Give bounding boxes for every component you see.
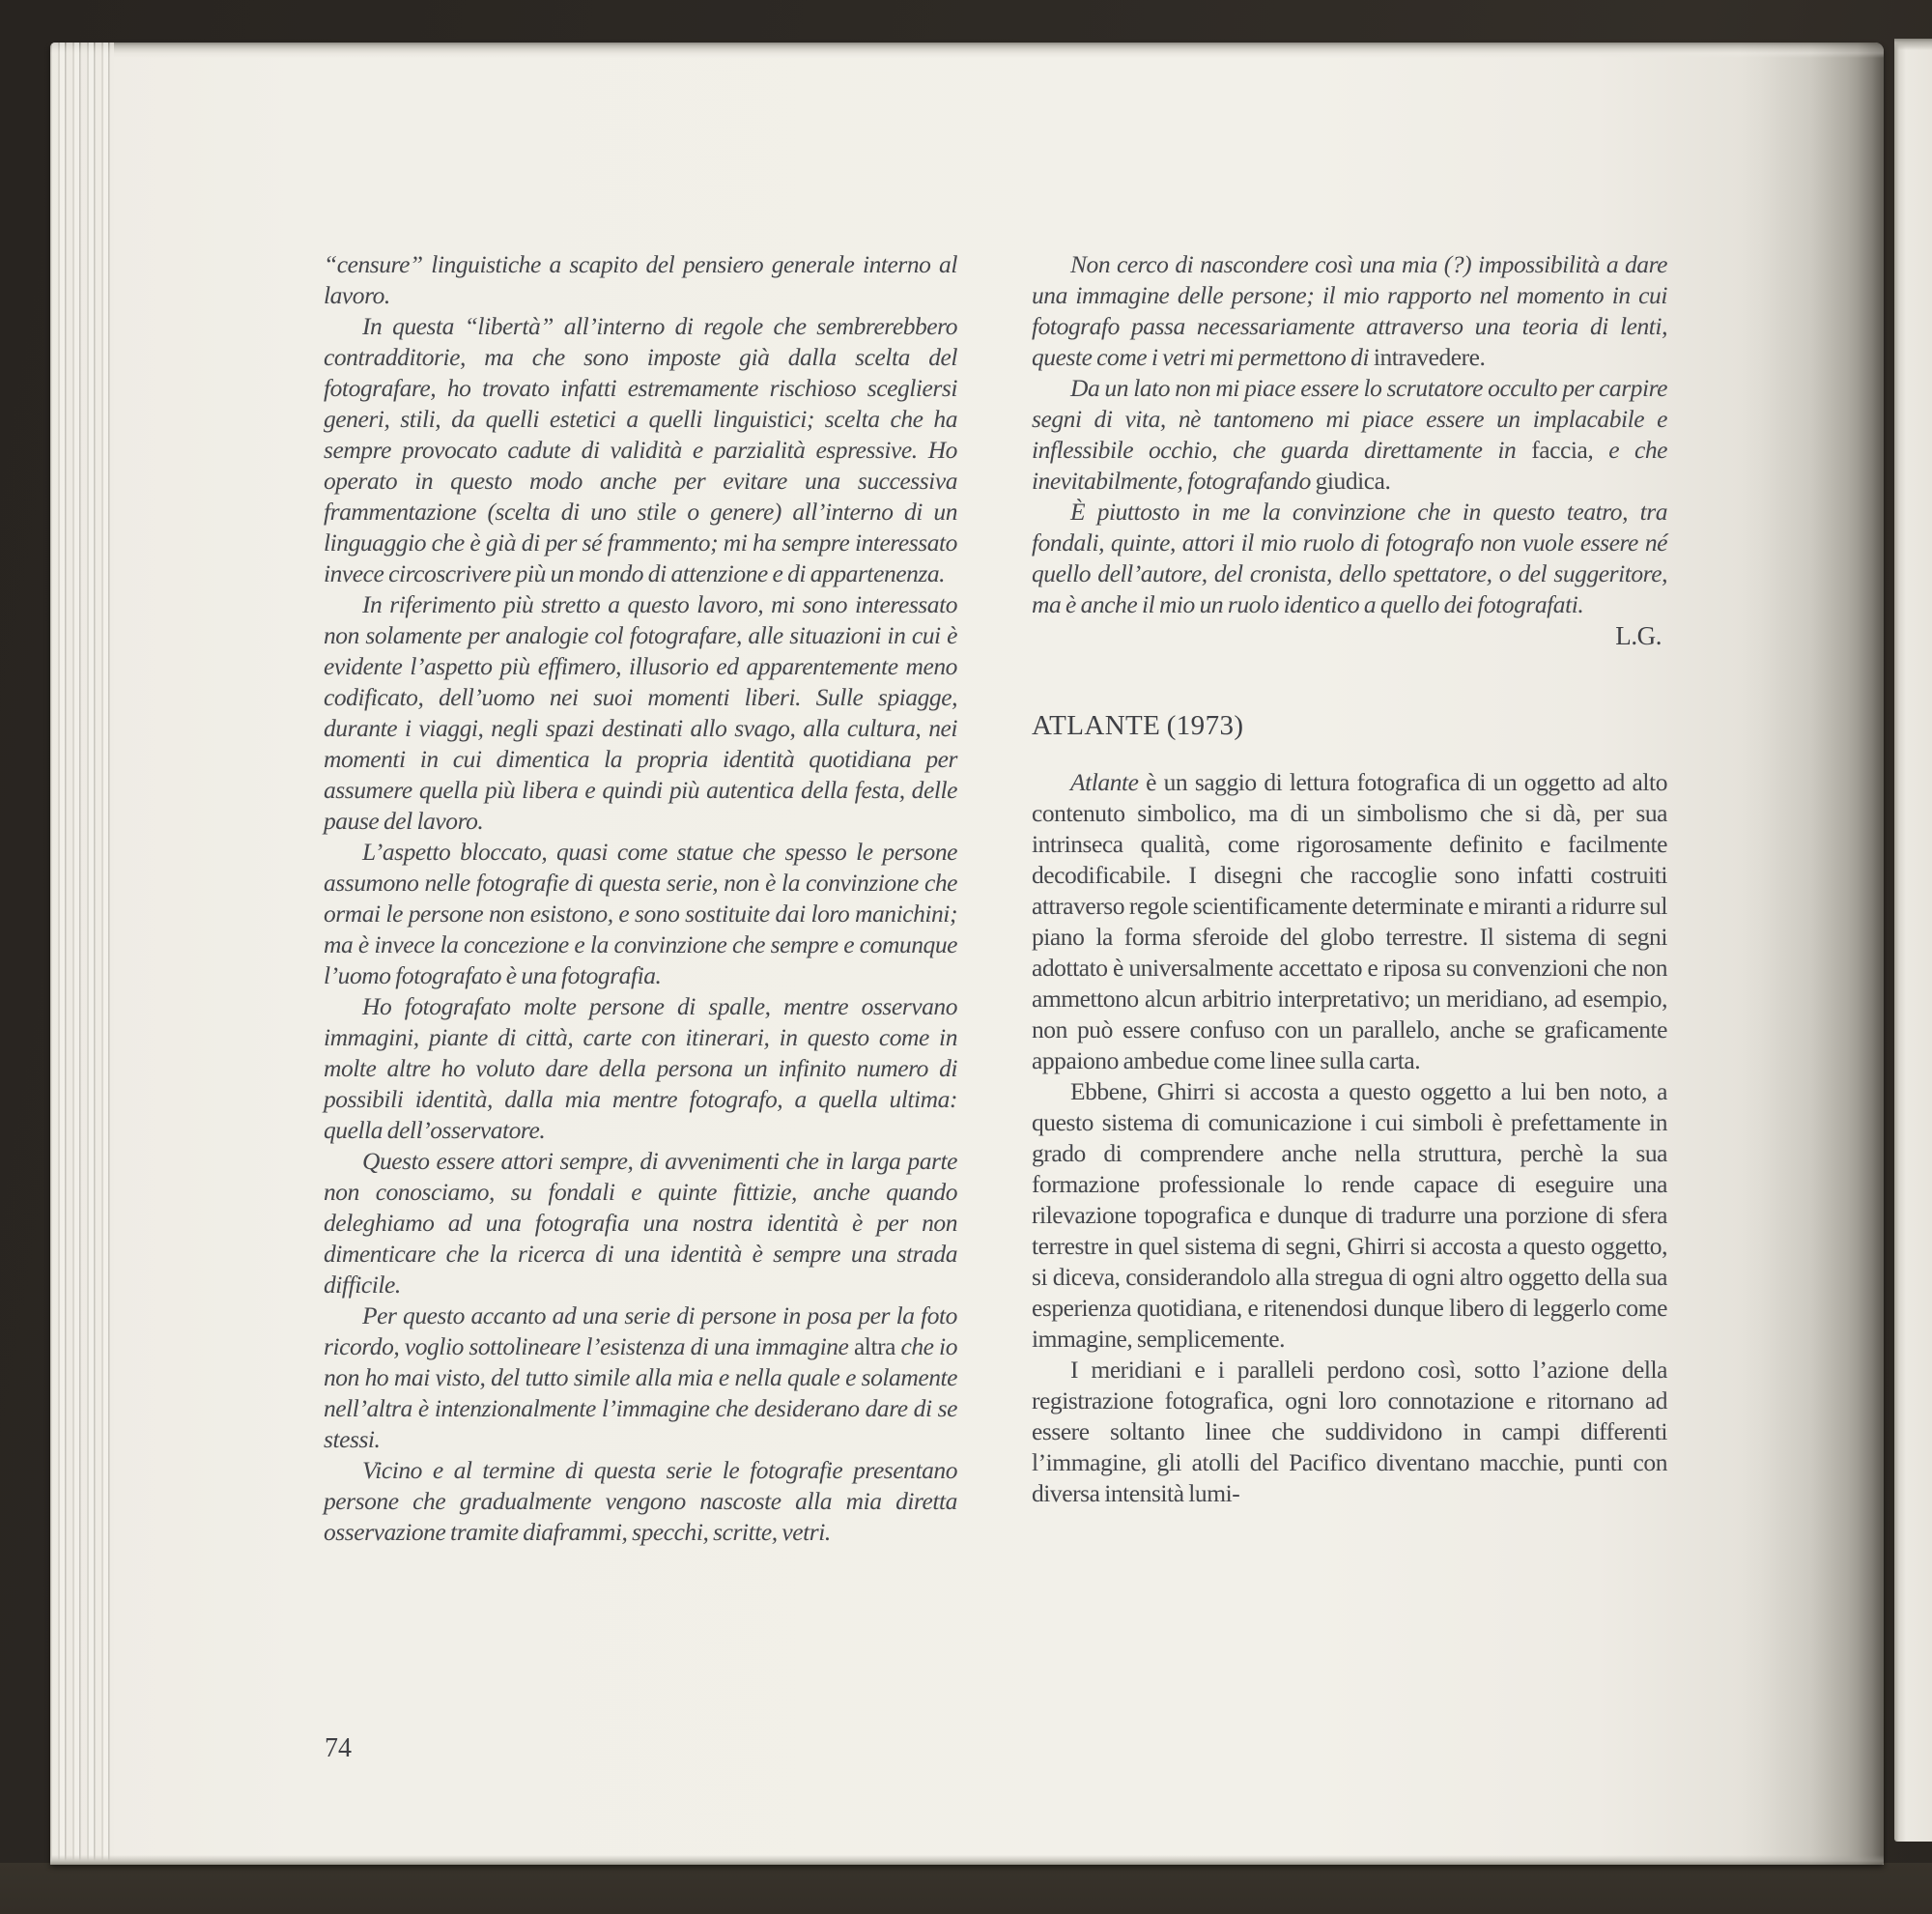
adjacent-page-edge [1894,39,1932,1842]
background-floor [0,1863,1932,1914]
paragraph [324,837,957,991]
text-segment: “censure” linguistiche a scapito del pensiero generale interno al lavoro. [324,250,957,309]
text-segment: In questa “libertà” all’interno di regole che sembrerebbero contradditorie, ma che sono imposte già dalla scelta del fotografare, ho trovato infatti estremamente rischioso scegliersi generi, stili, da quelli estetici a quelli linguistici; scelta che ha sempre provocato cadute di validità e parzialità espressive. Ho operato in questo modo anche per evitare una successiva frammentazione (scelta di uno stile o genere) all’interno di un linguaggio che è già di per sé frammento; mi ha sempre interessato invece circoscrivere più un mondo di attenzione e di appartenenza. [324,312,957,587]
text-segment: Vicino e al termine di questa serie le fotografie presentano persone che gradualmente vengono nascoste alla mia diretta osservazione tramite diaframmi, specchi, scritte, vetri. [324,1456,957,1546]
adjacent-page-top-edge [1894,39,1932,50]
paragraph [324,311,957,589]
text-segment: L’aspetto bloccato, quasi come statue che spesso le persone assumono nelle fotografie di questa serie, non è la convinzione che ormai le persone non esistono, e sono sostituite dai loro manichini; ma è invece la concezione e la convinzione che sempre e comunque l’uomo fotografato è una fotografia. [324,838,957,989]
page-number: 74 [325,1733,352,1763]
paragraph [324,1455,957,1548]
paragraph [324,589,957,837]
text-segment: , e che inevitabilmente, fotografando [1032,436,1668,495]
text-segment: Ho fotografato molte persone di spalle, mentre osservano immagini, piante di città, carte con itinerari, in questo come in molte altre ho voluto dare della persona un infinito numero di possibili identità, dalla mia mentre fotografo, a quella ultima: quella dell’osservatore. [324,992,957,1144]
paragraph [1032,373,1667,497]
author-initials: L.G. [1615,621,1662,650]
text-segment: che io non ho mai visto, del tutto simile alla mia e nella quale e solamente nell’altra è intenzionalmente l’immagine che desiderano dare di se stessi. [324,1332,957,1453]
text-segment: Atlante [1070,768,1139,796]
text-segment: In riferimento più stretto a questo lavoro, mi sono interessato non solamente per analogie col fotografare, alle situazioni in cui è evidente l’aspetto più effimero, illusorio ed apparentemente meno codificato, dell’uomo nei suoi momenti liberi. Sulle spiagge, durante i viaggi, negli spazi destinati allo svago, alla cultura, nei momenti in cui dimentica la propria identità quotidiana per assumere quella più libera e quindi più autentica della festa, delle pause del lavoro. [324,590,957,835]
text-segment: Ebbene, Ghirri si accosta a questo oggetto a lui ben noto, a questo sistema di comunicazione i cui simboli è prefettamente in grado di comprendere anche nella struttura, perchè la sua formazione professionale lo rende capace di eseguire una rilevazione topografica e dunque di tradurre una porzione di sfera terrestre in quel sistema di segni, Ghirri si accosta a questo oggetto, si diceva, considerandolo alla stregua di ogni altro oggetto della sua esperienza quotidiana, e ritenendosi dunque libero di leggerlo come immagine, semplicemente. [1032,1077,1667,1353]
paragraph [324,1300,957,1455]
paragraph [1032,249,1667,373]
paragraph [1032,1076,1667,1355]
text-segment: È piuttosto in me la convinzione che in questo teatro, tra fondali, quinte, attori il mio ruolo di fotografo non vuole essere né quello dell’autore, del cronista, dello spettatore, o del suggeritore, ma è anche il mio un ruolo identico a quello dei fotografati. [1032,498,1667,618]
gutter-shadow [1739,43,1884,1865]
text-segment: è un saggio di lettura fotografica di un oggetto ad alto contenuto simbolico, ma di un simbolismo che si dà, per sua intrinseca qualità, come rigorosamente definito e facilmente decodificabile. I disegni che raccoglie sono infatti costruiti attraverso regole scientificamente determinate e miranti a ridurre sul piano la forma sferoide del globo terrestre. Il sistema di segni adottato è universalmente accettato e riposa su convenzioni che non ammettono alcun arbitrio interpretativo; un meridiano, ad esempio, non può essere confuso con un parallelo, anche se graficamente appaiono ambedue come linee sulla carta. [1032,768,1667,1074]
paragraph [324,991,957,1146]
right-text-column [1032,249,1667,1509]
paragraph [1032,1355,1667,1509]
text-segment: intravedere. [1373,343,1486,371]
text-segment: Non cerco di nascondere così una mia (?) impossibilità a dare una immagine delle persone; il mio rapporto nel momento in cui fotografo passa necessariamente attraverso una teoria di lenti, queste come i vetri mi permettono di [1032,250,1667,371]
section-heading: ATLANTE (1973) [1032,710,1244,741]
page-top-edge [50,43,1884,58]
left-text-column [324,249,957,1548]
paragraph [1032,767,1667,1076]
paragraph [324,249,957,311]
text-segment: giudica. [1315,467,1391,495]
right-column-roman-paragraphs [1032,767,1667,1509]
text-segment: Questo essere attori sempre, di avvenimenti che in larga parte non conosciamo, su fondali e quinte fittizie, anche quando deleghiamo ad una fotografia una nostra identità è per non dimenticare che la ricerca di una identità è sempre una strada difficile. [324,1147,957,1299]
text-segment: Da un lato non mi piace essere lo scrutatore occulto per carpire segni di vita, nè tantomeno mi piace essere un implacabile e inflessibile occhio, che guarda direttamente in [1032,374,1667,464]
text-segment: altra [853,1332,895,1360]
book-left-page [50,43,1884,1865]
page-stack-edges [50,43,114,1865]
paragraph [1032,497,1667,620]
right-column-italic-paragraphs [1032,249,1667,620]
paragraph [324,1146,957,1300]
page-bottom-edge [50,1855,1884,1865]
text-segment: Per questo accanto ad una serie di persone in posa per la foto ricordo, voglio sottolineare l’esistenza di una immagine [324,1301,957,1360]
text-segment: I meridiani e i paralleli perdono così, sotto l’azione della registrazione fotografica, ogni loro connotazione e ritornano ad essere soltanto linee che suddividono in campi differenti l’immagine, gli atolli del Pacifico diventano macchie, punti con diversa intensità lumi- [1032,1356,1667,1507]
text-segment: faccia [1531,436,1588,464]
